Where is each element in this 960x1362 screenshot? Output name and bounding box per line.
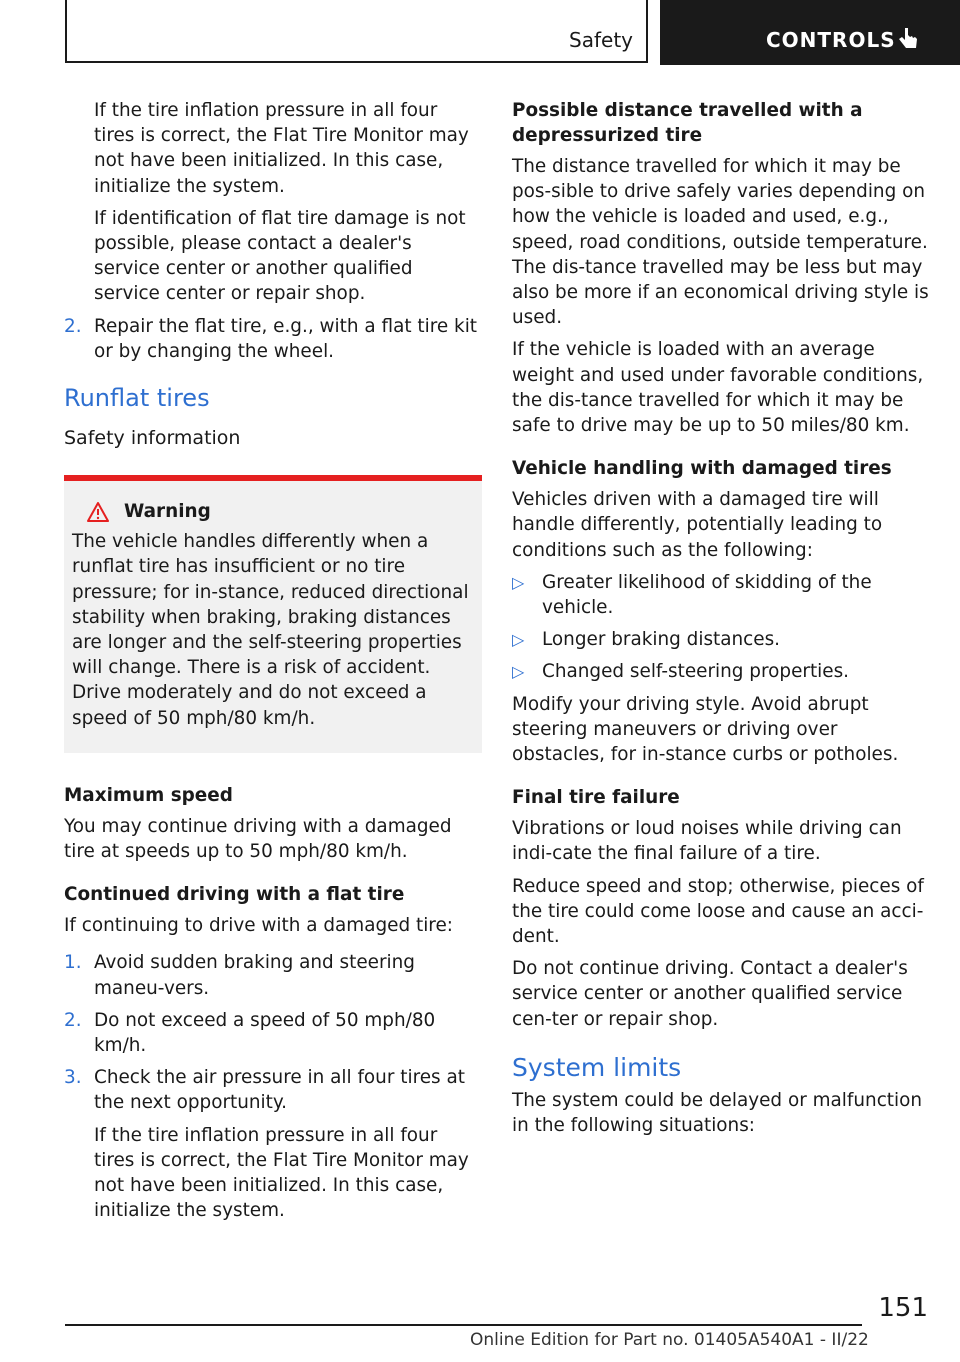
list-text: Greater likelihood of skidding of the vehicle.	[542, 571, 872, 619]
chapter-title: CONTROLS	[766, 28, 896, 52]
header-chapter-box	[660, 0, 960, 65]
list-item	[512, 570, 930, 620]
list-text: Longer braking distances.	[542, 629, 781, 651]
distance-heading: Possible distance travelled with a depressurized tire	[512, 100, 863, 146]
final-paragraph: Reduce speed and stop; otherwise, pieces of the tire could come loose and cause an acci-dent.	[512, 875, 924, 948]
list-item	[64, 950, 482, 1000]
warning-box	[64, 475, 482, 753]
system-limits-heading: System limits	[512, 1052, 682, 1082]
distance-paragraph: The distance travelled for which it may be pos-sible to drive safely varies depending on how the vehicle is loaded and used, e.g., speed, road conditions, outside temperature. The dis-tance travelled may be less but may also be more if an economical driving style is used.	[512, 156, 929, 329]
list-number: 2.	[64, 315, 82, 337]
list-text: Do not exceed a speed of 50 mph/80 km/h.	[94, 1009, 436, 1057]
continued-text: If continuing to drive with a damaged tire:	[64, 915, 453, 937]
list-item	[512, 659, 930, 684]
final-paragraph: Vibrations or loud noises while driving can indi-cate the final failure of a tire.	[512, 818, 902, 865]
list-text: Check the air pressure in all four tires at the next opportunity.	[94, 1067, 465, 1114]
safety-heading: Safety information	[64, 427, 241, 450]
warning-triangle-icon	[86, 501, 110, 523]
list-item	[512, 627, 930, 652]
list-item	[64, 1065, 482, 1115]
list-text: Repair the flat tire, e.g., with a flat tire kit or by changing the wheel.	[94, 315, 478, 362]
bullet-arrow-icon: ▷	[512, 630, 525, 650]
limits-text: The system could be delayed or malfunction in the following situations:	[512, 1089, 923, 1137]
list-number: 2.	[64, 1009, 82, 1031]
footer-edition: Online Edition for Part no. 01405A540A1 - II/22	[470, 1330, 869, 1350]
max-speed-text: You may continue driving with a damaged tire at speeds up to 50 mph/80 km/h.	[64, 815, 452, 863]
runflat-heading: Runflat tires	[64, 384, 210, 413]
list-text: Changed self-steering properties.	[542, 661, 850, 683]
footer-divider	[65, 1324, 862, 1326]
intro-paragraph: If identification of flat tire damage is not possible, please contact a dealer's service center or another qualified service center or repair shop.	[94, 207, 466, 305]
header-section-box	[65, 0, 648, 63]
section-title: Safety	[569, 28, 633, 52]
bullet-arrow-icon: ▷	[512, 572, 525, 592]
page-number: 151	[878, 1293, 928, 1323]
warning-text: The vehicle handles differently when a runflat tire has insufficient or no tire pressure; for in-stance, reduced directional stability when braking, braking distances are longer and the self-steering properties will change. There is a risk of accident. Drive moderately and do not exceed a speed of 50 mph/80 km/h.	[72, 531, 469, 729]
list-text: Avoid sudden braking and steering maneu-vers.	[94, 952, 415, 999]
max-speed-heading: Maximum speed	[64, 784, 233, 806]
pointing-hand-icon	[896, 26, 920, 56]
handling-heading: Vehicle handling with damaged tires	[512, 458, 892, 480]
list-number: 3.	[64, 1067, 82, 1089]
final-failure-heading: Final tire failure	[512, 787, 680, 809]
list-item	[64, 314, 482, 364]
intro-paragraph: If the tire inflation pressure in all four tires is correct, the Flat Tire Monitor may not have been initialized. In this case, initialize the system.	[94, 100, 469, 197]
step3-subtext: If the tire inflation pressure in all four tires is correct, the Flat Tire Monitor may not have been initialized. In this case, initialize the system.	[94, 1124, 469, 1222]
left-column	[64, 98, 482, 1231]
distance-paragraph: If the vehicle is loaded with an average weight and used under favorable conditions, the dis-tance travelled for which it may be safe to drive may be up to 50 miles/80 km.	[512, 339, 924, 437]
list-number: 1.	[64, 952, 82, 974]
handling-text: Vehicles driven with a damaged tire will handle differently, potentially leading to conditions such as the following:	[512, 489, 883, 561]
modify-text: Modify your driving style. Avoid abrupt steering maneuvers or driving over obstacles, for in-stance curbs or potholes.	[512, 693, 899, 766]
bullet-arrow-icon: ▷	[512, 662, 525, 682]
list-item	[64, 1008, 482, 1058]
right-column	[512, 98, 930, 1145]
final-paragraph: Do not continue driving. Contact a dealer's service center or another qualified service cen-ter or repair shop.	[512, 958, 908, 1030]
warning-title: Warning	[124, 501, 211, 523]
continued-heading: Continued driving with a flat tire	[64, 884, 405, 906]
